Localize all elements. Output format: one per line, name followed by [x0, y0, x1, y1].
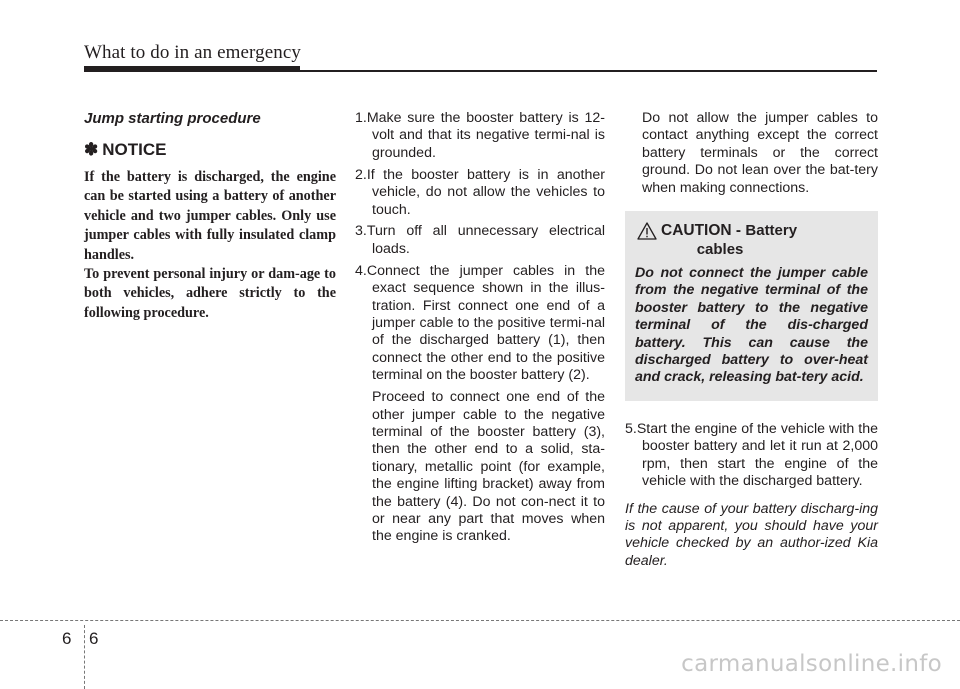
caution-subject-line-1: Battery [745, 222, 798, 240]
column-1 [84, 110, 336, 323]
column-3 [625, 110, 878, 584]
header-rule-thin [84, 70, 877, 72]
battery-note: If the cause of your battery discharg-ing is not apparent, you should have your vehicle checked by an author-ized Kia dealer. [625, 500, 878, 569]
page-number: 6 [89, 629, 99, 648]
notice-body [84, 168, 336, 323]
caution-header [635, 221, 868, 259]
step-5: 5.Start the engine of the vehicle with the booster battery and let it run at 2,000 rpm, then start the engine of the vehicle with the discharged battery. [625, 420, 878, 490]
step-4-continued-2: Do not allow the jumper cables to contact anything except the correct battery terminals or the correct ground. Do not lean over the bat-tery when making connections. [642, 110, 878, 196]
notice-heading [84, 140, 336, 160]
notice-label: NOTICE [102, 140, 167, 159]
watermark: carmanualsonline.info [681, 651, 942, 677]
notice-asterisk-icon: ✽ [84, 140, 99, 159]
caution-label: CAUTION - [661, 222, 742, 240]
footer-divider [84, 625, 85, 689]
caution-text: Do not connect the jumper cable from the negative terminal of the booster battery to the negative terminal of the dis-charged battery. This can cause the discharged battery to over-heat and crack, releasing bat-tery acid. [635, 265, 868, 386]
chapter-number: 6 [62, 629, 72, 648]
step-1: 1.Make sure the booster battery is 12-volt and that its negative termi-nal is grounded. [355, 110, 605, 161]
step-4: 4.Connect the jumper cables in the exact sequence shown in the illus-tration. First connect one end of a jumper cable to the positive termi-nal of the discharged battery (1), then connect the other end to the positive terminal on the booster battery (2). [355, 262, 605, 384]
notice-paragraph-1: If the battery is discharged, the engine can be started using a battery of another vehicle and two jumper cables. Only use jumper cables with fully insulated clamp handles. [84, 169, 336, 263]
caution-title [661, 221, 797, 259]
section-heading: Jump starting procedure [84, 110, 261, 127]
page-header-title: What to do in an emergency [84, 42, 301, 63]
caution-subject-line-2: cables [696, 241, 744, 259]
step-2: 2.If the booster battery is in another vehicle, do not allow the vehicles to touch. [355, 166, 605, 218]
step-3: 3.Turn off all unnecessary electrical loads. [355, 223, 605, 257]
notice-paragraph-2: To prevent personal injury or dam-age to both vehicles, adhere strictly to the following procedure. [84, 266, 336, 321]
step-4-continued: Proceed to connect one end of the other jumper cable to the negative terminal of the booster battery (3), then the other end to a solid, sta-tionary, metallic point (for example, the engine lifting bracket) away from the battery (4). Do not con-nect it to or near any part that moves when the engine is cranked. [372, 389, 605, 545]
caution-box [625, 211, 878, 401]
footer-rule [0, 620, 960, 621]
column-2 [355, 110, 605, 546]
warning-triangle-icon [637, 222, 657, 240]
